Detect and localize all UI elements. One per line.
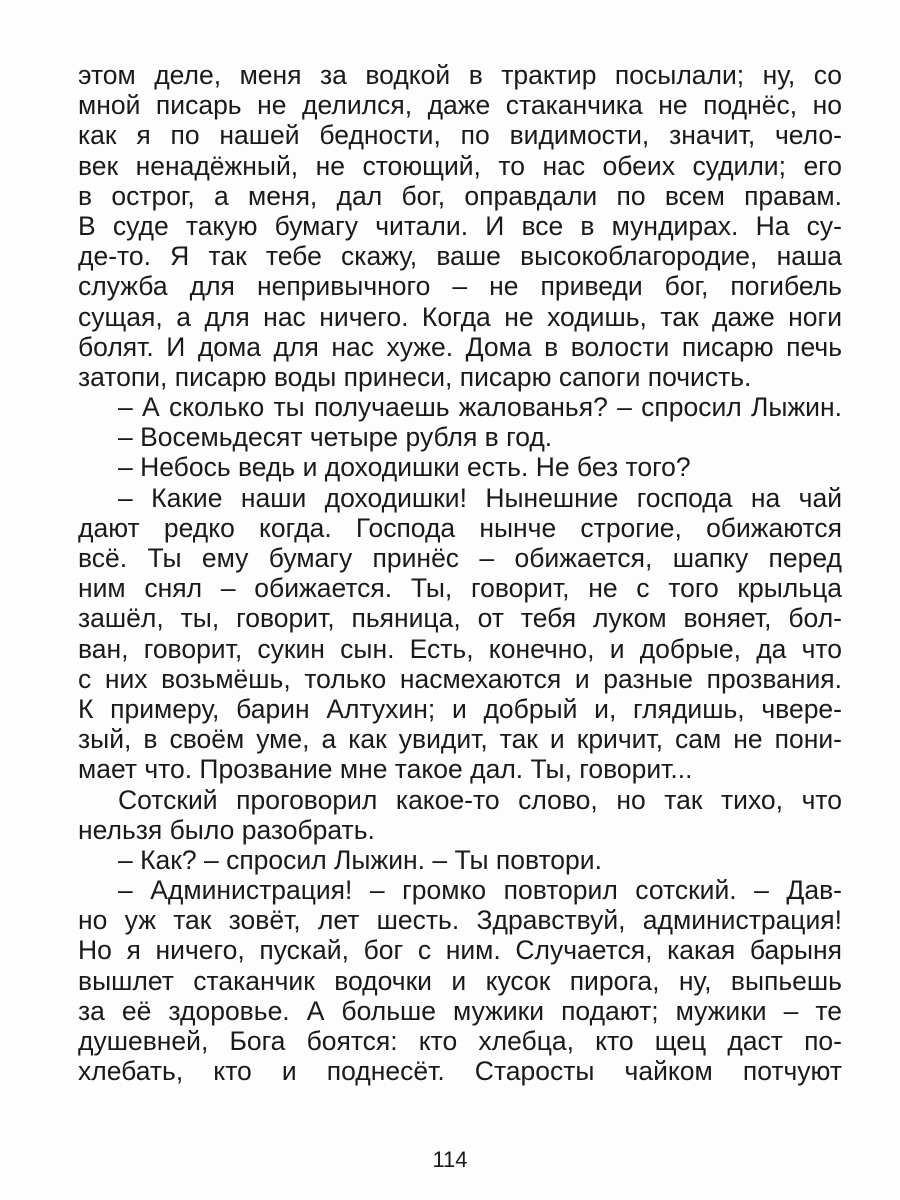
page-number: 114 (432, 1147, 468, 1172)
dialogue-line: – А сколько ты получаешь жалованья? – спросил Лыжин. (118, 392, 842, 423)
text-line: мной писарь не делился, даже стаканчика не поднёс, но (78, 90, 842, 121)
text-line: де-то. Я так тебе скажу, ваше высокоблагородие, наша (78, 241, 842, 272)
dialogue-line: – Какие наши доходишки! Нынешние господа на чай (118, 482, 842, 513)
body-text (78, 60, 842, 1086)
text-line: болят. И дома для нас хуже. Дома в волости писарю печь (78, 331, 842, 362)
text-line: этом деле, меня за водкой в трактир посылали; ну, со (78, 60, 842, 90)
text-line: зашёл, ты, говорит, пьяница, от тебя луком воняет, бол- (78, 603, 842, 634)
text-line: вышлет стаканчик водочки и кусок пирога, ну, выпьешь (78, 965, 842, 996)
dialogue-line: – Восемьдесят четыре рубля в год. (118, 422, 553, 453)
text-line: в острог, а меня, дал бог, оправдали по всем правам. (78, 180, 842, 211)
text-line: век ненадёжный, не стоющий, то нас обеих судили; его (78, 150, 842, 181)
text-line: душевней, Бога боятся: кто хлебца, кто щец даст по- (78, 1026, 842, 1056)
dialogue-line: – Небось ведь и доходишки есть. Не без того? (118, 452, 691, 483)
text-line: ван, говорит, сукин сын. Есть, конечно, и добрые, да что (78, 633, 842, 664)
text-line: К примеру, барин Алтухин; и добрый и, глядишь, чвере- (78, 693, 842, 724)
text-line: как я по нашей бедности, по видимости, значит, чело- (78, 120, 842, 151)
dialogue-line: – Администрация! – громко повторил сотский. – Дав- (118, 875, 842, 906)
text-line: Но я ничего, пускай, бог с ним. Случается, какая барыня (78, 935, 842, 966)
text-line: с них возьмёшь, только насмехаются и разные прозвания. (78, 663, 842, 694)
text-line: ним снял – обижается. Ты, говорит, не с того крыльца (78, 573, 842, 604)
text-line: дают редко когда. Господа нынче строгие, обижаются (78, 512, 842, 543)
text-line: хлебать, кто и поднесёт. Старосты чайком потчуют (78, 1056, 842, 1087)
text-line: всё. Ты ему бумагу принёс – обижается, шапку перед (78, 543, 842, 573)
dialogue-line: – Как? – спросил Лыжин. – Ты повтори. (118, 844, 602, 875)
text-line: за её здоровье. А больше мужики подают; мужики – те (78, 995, 842, 1026)
text-line: сущая, а для нас ничего. Когда не ходишь, так даже ноги (78, 301, 842, 332)
text-line: нельзя было разобрать. (78, 814, 375, 845)
text-line: но уж так зовёт, лет шесть. Здравствуй, администрация! (78, 905, 842, 936)
text-line: В суде такую бумагу читали. И все в мундирах. На су- (78, 210, 842, 241)
paragraph-line: Сотский проговорил какое-то слово, но так тихо, что (118, 784, 842, 815)
text-line: затопи, писарю воды принеси, писарю сапоги почисть. (78, 361, 752, 392)
text-line: служба для непривычного – не приведи бог, погибель (78, 271, 842, 302)
text-line: мает что. Прозвание мне такое дал. Ты, говорит... (78, 754, 693, 785)
text-line: зый, в своём уме, а как увидит, так и кричит, сам не пони- (78, 724, 842, 755)
